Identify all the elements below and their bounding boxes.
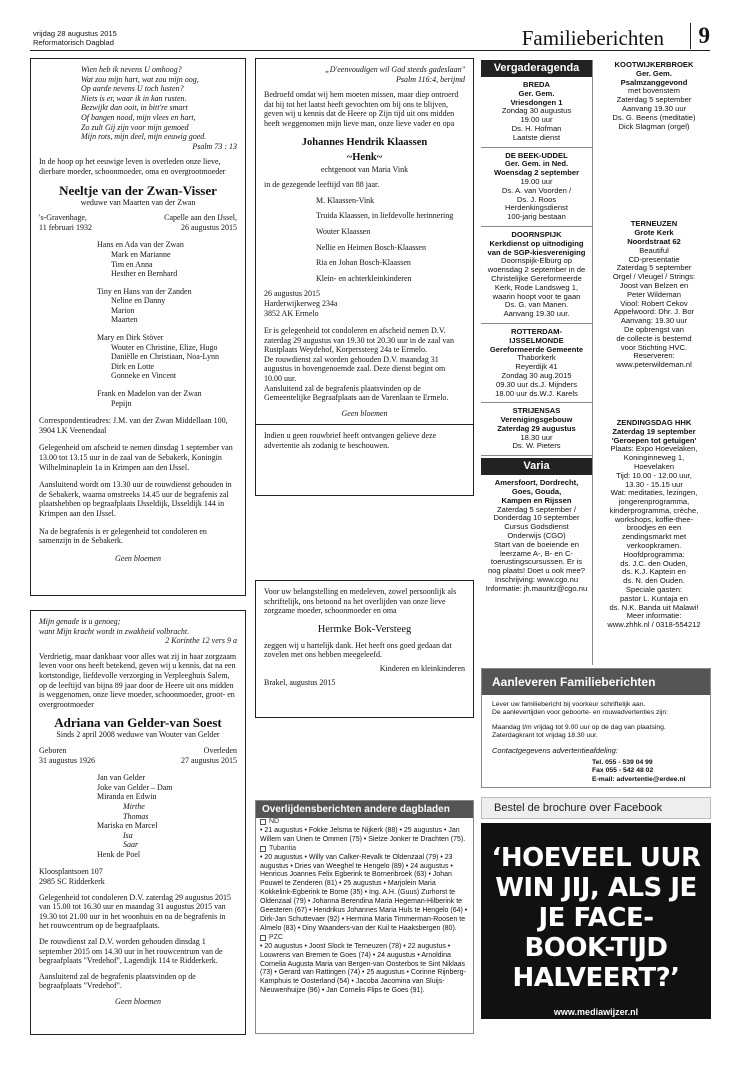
closing: Geen bloemen (115, 997, 161, 1006)
entry-body: 19.00 uur Ds. A. van Voorden / Ds. J. Roos Herdenkingsdienst 100-jarig bestaan (501, 176, 572, 222)
family-member (39, 279, 237, 287)
family-list (39, 773, 237, 859)
deceased-name: Neeltje van der Zwan-Visser (59, 182, 217, 198)
age: in de gezegende leeftijd van 88 jaar. (264, 180, 380, 190)
family-member: Jan van Gelder (97, 773, 145, 783)
agenda-entry (481, 403, 592, 456)
died-date: 27 augustus 2015 (181, 755, 237, 765)
facebook-brochure-ad[interactable] (481, 797, 711, 1037)
intro: In de hoop op het eeuwige leven is overleden onze lieve, dierbare moeder, schoonmoeder, oma en overgrootmoeder (39, 157, 226, 176)
family-member: Mary en Dirk Stöver (97, 333, 164, 343)
agenda-entry (481, 227, 592, 324)
entry-body: Doornspijk-Elburg op woensdag 2 september in de Christelijke Gereformeerde Kerk, Rode Landsweg 1, waarin hoopt voor te gaan Ds. G. van Manen. Aanvang 19.30 uur. (487, 256, 586, 319)
city: 2985 SC Ridderkerk (39, 877, 105, 887)
submission-info (481, 668, 711, 788)
entry-body: Plaats: Expo Hoevelaken, Koninginneweg 1, Hoevelaken Tijd: 10.00 - 12.00 uur, 13.30 - 15.15 uur Wat: meditaties, lezingen, jongerenprogramma, kinderprogramma, crèche, workshops, koffie-thee- broodjes en een zendingsmarkt met verkoopkramen. Hoofdprogramma: ds. J.C. den Ouden, ds. K.J. Kaptein en ds. N. den Ouden. Speciale gasten: pastor L. Kuntaja en ds. N.K. Banda uit Malawi! Meer informatie: www.zhhk.nl / 0318-554212 (607, 444, 701, 630)
contact-heading: Contactgegevens advertentieafdeling: (492, 745, 618, 755)
email-link[interactable]: E-mail: advertentie@erdee.nl (592, 775, 686, 783)
paragraph: De rouwdienst zal D.V. worden gehouden dinsdag 1 september 2015 om 14.30 uur in het rouwcentrum van de begraafplaats "Vredehof", Lagendijk 114 te Ridderkerk. (39, 937, 223, 966)
paragraph: Gelegenheid tot condoleren D.V. zaterdag 29 augustus 2015 van 15.00 tot 16.30 uur en maandag 31 augustus 2015 van 19.30 tot 21.00 uur in het woonhuis en na de begrafenis in het rouwcentrum op de begraafplaats. (39, 892, 232, 931)
person-name: Hermke Bok-Versteeg (317, 623, 412, 635)
source-list: • 20 augustus • Willy van Calker-Revalk te Oldenzaal (79) • 23 augustus • Dries van Weeghel te Hengelo (89) • 24 augustus • Henricus Joannes Felix Egberink te Borneribroek (63) • Johan Pouwel te Zenderen (81) • 25 augustus • Marjolein Maria Kokkelink-Egberink te Borne (35) • Ing. A.H. (Guus) Zurhorst te Oldenzaal (79) • Johanna Berendina Maria Hegeman-Hilberink te Geesteren (67) • Hendrikus Johannes Maria Huls te Hengelo (64) • Dirk-Jan Schuttevaer (92) • Hermina Maria Timmerman-Roosen te Almelo (83) • Diny Waanders-van der Kuil te Haaksbergen (80). (260, 853, 468, 932)
right-entry (596, 416, 712, 636)
header-date: vrijdag 28 augustus 2015 Reformatorisch Dagblad (33, 29, 117, 47)
verse-line: Niets is er, waar ik in kan rusten. (81, 93, 187, 103)
street: Kloosplantsoen 107 (39, 867, 103, 877)
verse-ref: 2 Korinthe 12 vers 9 a (165, 636, 237, 646)
entry-title: BREDA Ger. Gem. Vriesdongen 1 (510, 80, 563, 107)
family-member: Mark en Marianne (111, 249, 171, 259)
paragraph: Aansluitend wordt om 13.30 uur de rouwdienst gehouden in de Sebakerk, waarna omstreeks 14.45 uur de begrafenis zal plaatshebben op begraafplaats IJsseldijk, IJsseldijk 144 in Krimpen aan den IJssel. (39, 480, 232, 518)
paragraph: Aansluitend zal de begrafenis plaatsvinden op de Gemeentelijke Begraafplaats aan de Varenlaan te Ermelo. (264, 383, 449, 403)
family-member: Dirk en Lotte (111, 361, 155, 371)
intro: Verdrietig, maar dankbaar voor alles wat zij in haar zorgzaam leven voor ons heeft betekend, geven wij u kennis, dat na een kortstondige, liefdevolle verzorging in Verpleeghuis Salem, op de leeftijd van bijna 89 jaar door de Heere uit ons midden is weggenomen, onze lieve moeder, schoonmoeder, groot- en overgrootmoeder (39, 651, 237, 709)
verse-line: Of bangen nood, mijn vlees en hart, (81, 112, 196, 122)
verse-line: Wat zou mijn hart, wat zou mijn oog, (81, 74, 199, 84)
subtitle: Sinds 2 april 2008 weduwe van Wouter van Gelder (56, 730, 220, 740)
agenda-entry (481, 77, 592, 148)
family-member: Wouter en Christine, Elize, Hugo (111, 342, 218, 352)
signature: Kinderen en kleinkinderen (379, 663, 465, 673)
city: 3852 AK Ermelo (264, 308, 319, 318)
family-member: Mirthe (123, 801, 145, 811)
note: Indien u geen rouwbrief heeft ontvangen gelieve deze advertentie als zodanig te beschouwen. (264, 431, 437, 451)
entry-body: Zaterdag 5 september / Donderdag 10 september Cursus Godsdienst Onderwijs (CGO) Start van de boeiende en leerzame A-, B- en C- toerustingscursussen. Er is nog plaats! Doet u ook mee? Inschrijving: www.cgo.nu Informatie: jh.mauritz@cgo.nu (485, 504, 588, 593)
born-date: 31 augustus 1926 (39, 755, 95, 765)
right-entry (596, 58, 712, 137)
nickname: ~Henk~ (346, 151, 383, 163)
family-member: Ria en Johan Bosch-Klaassen (316, 258, 411, 268)
paragraph: De rouwdienst zal worden gehouden D.V. maandag 31 augustus in bovengenoemde zaal. Deze dienst begint om 10.00 uur. (264, 354, 446, 384)
right-column (596, 58, 712, 636)
family-member: Pepijn (111, 398, 132, 408)
place-date: Brakel, augustus 2015 (264, 677, 336, 687)
source-label: Tubantia (269, 844, 296, 852)
family-member: Hesther en Bernhard (111, 269, 178, 279)
street: Harderwijkerweg 234a (264, 298, 338, 308)
family-member: Mariska en Marcel (97, 821, 158, 831)
obituary-klaassen (255, 58, 474, 496)
verse-line: Mijn rots, mijn deel, mijn eeuwig goed. (81, 132, 207, 142)
intro: Bedroefd omdat wij hem moeten missen, maar diep ontroerd dat hij tot het laatst heeft gevochten om bij ons te blijven, geven wij u kennis dat de Heere op Zijn tijd uit ons midden heeft weggenomen mijn lieve man, onze lieve vader en opa (264, 90, 459, 128)
verse-ref: Psalm 73 : 13 (192, 141, 237, 151)
info-line: Zaterdagkrant tot vrijdag 18.30 uur. (492, 732, 598, 740)
right-entry (596, 217, 712, 376)
info-line: De aanlevertijden voor geboorte- en rouwadvertenties zijn: (492, 709, 669, 717)
info-line: Maandag t/m vrijdag tot 9.00 uur op de dag van plaatsing. (492, 723, 666, 731)
family-member: Gonneke en Vincent (111, 371, 177, 381)
verse-ref: Psalm 116:4, berijmd (396, 74, 465, 84)
died-date: 26 augustus 2015 (181, 222, 237, 232)
paragraph: Aansluitend zal de begrafenis plaatsvinden op de begraafplaats "Vredehof". (39, 971, 196, 991)
obituaries-title: Overlijdensberichten andere dagbladen (256, 801, 473, 818)
family-member: Klein- en achterkleinkinderen (316, 273, 412, 283)
family-member: Maarten (111, 315, 138, 325)
born-place: 's-Gravenhage, (39, 213, 87, 223)
subtitle: echtgenoot van Maria Vink (320, 164, 409, 174)
family-member: Marion (111, 305, 135, 315)
entry-title: ROTTERDAM- IJSSELMONDE Gereformeerde Gemeente (489, 326, 584, 354)
verse: „D'eenvoudigen wil God steeds gadeslaan" (325, 65, 465, 74)
entry-title: KOOTWIJKERBROEK Ger. Gem. Psalmzanggevond (614, 60, 694, 87)
entry-body: Beautiful CD-presentatie Zaterdag 5 september Orgel / Vleugel / Strings: Joost van Belzen en Peter Wildeman Viool: Robert Cekov Appelwoord: Dhr. J. Bor Aanvang: 19.30 uur De opbrengst van de collecte is bestemd voor Stichting HVC. Reserveren: www.peterwildeman.nl (612, 245, 696, 370)
verse-line: Wien heb ik nevens U omhoog? (81, 65, 182, 74)
family-member: Joke van Gelder – Dam (97, 782, 173, 792)
other-obituaries (255, 800, 474, 1034)
date: 26 augustus 2015 (264, 289, 320, 299)
entry-body: met bovenstem Zaterdag 5 september Aanvang 19.30 uur Ds. G. Beens (meditatie) Dick Slagman (orgel) (612, 86, 696, 131)
verse: want Mijn kracht wordt in zwakheid volbracht. (39, 626, 190, 636)
family-member: Nellie en Heimen Bosch-Klaassen (316, 242, 426, 252)
header-rule (30, 50, 710, 51)
family-member (39, 381, 237, 389)
thanks-bok-versteeg (255, 580, 474, 718)
phone: Tel. 055 - 539 04 99 (592, 759, 653, 767)
ad-headline: ‘HOEVEEL UUR WIN JIJ, ALS JE JE FACE- BOOK-TIJD HALVEERT?’ (481, 823, 711, 1019)
submission-title: Aanleveren Familieberichten (482, 669, 710, 695)
source-label: PZC (269, 933, 283, 941)
family-member: Wouter Klaassen (316, 226, 371, 236)
family-member: Neline en Danny (111, 296, 166, 306)
section-title: Familieberichten (521, 26, 664, 50)
intro: Voor uw belangstelling en medeleven, zowel persoonlijk als schriftelijk, ons betoond na het overlijden van onze lieve zorgzame moeder, schoonmoeder en oma (264, 587, 457, 616)
entry-title: DOORNSPIJK Kerkdienst op uitnodiging van de SGP-kiesvereniging (487, 229, 586, 257)
family-member: Henk de Poel (97, 849, 141, 859)
ad-title: Bestel de brochure over Facebook (481, 797, 711, 819)
family-member: Truida Klaassen, in liefdevolle herinnering (316, 211, 454, 221)
family-member: Thomas (123, 811, 149, 821)
family-member: Saar (123, 840, 139, 850)
varia-entry (481, 475, 592, 597)
body: zeggen wij u hartelijk dank. Het heeft ons goed gedaan dat zovelen met ons hebben meegeleefd. (264, 640, 452, 660)
verse-line: Zo zult Gij zijn voor mijn gemoed (81, 122, 189, 132)
entry-body: 18.30 uur Ds. W. Pieters (512, 432, 561, 451)
died-place: Capelle aan den IJssel, (164, 213, 237, 223)
family-list (264, 196, 465, 284)
closing: Geen bloemen (115, 553, 161, 563)
agenda-entries (481, 77, 592, 456)
entry-title: DE BEEK-UDDEL Ger. Gem. in Ned. Woensdag 2 september (493, 150, 580, 178)
paragraph: Gelegenheid om afscheid te nemen dinsdag 1 september van 13.00 tot 13.15 uur in de zaal van de Sebakerk, Koningin Wilhelminaplein 1a in Krimpen aan den IJssel. (39, 443, 233, 472)
closing: Geen bloemen (341, 408, 388, 418)
born-label: Geboren (39, 745, 67, 755)
agenda-title: Vergaderagenda (481, 60, 592, 77)
deceased-name: Johannes Hendrik Klaassen (301, 136, 428, 148)
paragraph: Na de begrafenis is er gelegenheid tot condoleren en samenzijn in de Sebakerk. (39, 526, 207, 546)
verse (39, 65, 237, 142)
verse: Mijn genade is u genoeg; (39, 617, 121, 626)
ad-url-link[interactable]: www.mediawijzer.nl (481, 1005, 711, 1019)
fax: Fax 055 - 542 48 02 (592, 767, 654, 775)
verse-line: Op aarde nevens U toch lusten? (81, 84, 184, 94)
source-label: ND (269, 818, 280, 825)
meeting-agenda (481, 60, 593, 665)
family-member: Tim en Anna (111, 259, 153, 269)
info-line: Lever uw familiebericht bij voorkeur schriftelijk aan. (492, 701, 646, 708)
entry-title: STRIJENSAS Verenigingsgebouw Zaterdag 29 augustus (497, 406, 576, 433)
family-member: Frank en Madelon van der Zwan (97, 389, 202, 399)
family-member: Isa (123, 830, 133, 840)
family-member: Miranda en Edwin (97, 792, 157, 802)
entry-title: ZENDINGSDAG HHK Zaterdag 19 september 'Geroepen tot getuigen' (611, 417, 697, 445)
varia-title: Varia (481, 458, 592, 475)
verse-line: Bezwijkt dan ooit, in bitt're smart (81, 103, 188, 113)
entry-title: TERNEUZEN Grote Kerk Noordstraat 62 (627, 219, 681, 246)
obituary-van-gelder (30, 610, 246, 1035)
family-member: M. Klaassen-Vink (316, 195, 375, 205)
family-member (39, 325, 237, 333)
entry-body: Zondag 30 augustus 19.00 uur Ds. H. Hofman Laatste dienst (501, 106, 572, 142)
entry-title: Amersfoort, Dordrecht, Goes, Gouda, Kampen en Rijssen (494, 478, 579, 505)
agenda-entry (481, 324, 592, 403)
deceased-name: Adriana van Gelder-van Soest (54, 715, 222, 731)
family-list (39, 240, 237, 408)
paragraph: Er is gelegenheid tot condoleren en afscheid nemen D.V. zaterdag 29 augustus van 19.30 tot 20.30 uur in de zaal van Rustplaats Weydehof, Korperssteeg 24a te Ermelo. (264, 326, 454, 355)
family-member: Daniëlle en Christiaan, Noa-Lynn (111, 352, 219, 362)
agenda-entry (481, 148, 592, 227)
subtitle: weduwe van Maarten van der Zwan (80, 197, 196, 207)
born-date: 11 februari 1932 (39, 222, 93, 232)
page-number: 9 (690, 23, 711, 49)
entry-body: Thaborkerk Reyerdijk 41 Zondag 30 aug.2015 09.30 uur ds.J. Mijnders 18.00 uur ds.W.J. Karels (495, 353, 578, 398)
family-member: Tiny en Hans van der Zanden (97, 286, 192, 296)
address: Correspondentieadres: J.M. van der Zwan Middellaan 100, 3904 LK Veenendaal (39, 416, 228, 435)
source-list: • 21 augustus • Fokke Jelsma te Nijkerk (88) • 25 augustus • Jan Willem van Unen te Ommen (75) • Sietze Jonker te Drachten (75). (260, 826, 466, 843)
died-label: Overleden (203, 745, 237, 755)
obituary-van-der-zwan (30, 58, 246, 596)
family-member: Hans en Ada van der Zwan (97, 240, 184, 250)
source-list: • 20 augustus • Joost Slock te Terneuzen (78) • 22 augustus • Louwrens van Bremen te Goes (74) • 24 augustus • Arnoldina Cornelia Augusta Maria van Bergen-van Oosterbos te Sint Niklaas (73) • Gerard van Rattingen (74) • 25 augustus • Corinne Rijnberg-Kamphuis te Oosterland (54) • Jacoba Jacomina van Sluijs-Nieuwenhuijze (96) • Jan Cornelis Flips te Goes (91). (260, 942, 466, 995)
